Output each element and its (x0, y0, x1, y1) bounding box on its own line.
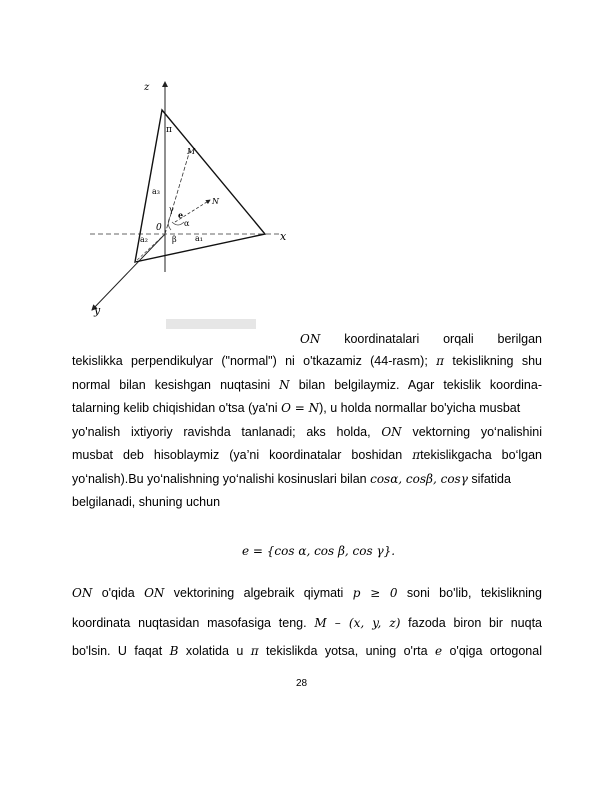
pi-label: π (166, 125, 172, 135)
figure-caption-bar (166, 319, 256, 329)
a1-label: a₁ (195, 234, 203, 243)
text-line-2: tekislikka perpendikulyar ("normal") ni o'tkazamiz (44-rasm); π tekislikning shu (72, 354, 542, 368)
a3-label: a₃ (152, 187, 160, 196)
n-label: N (212, 197, 219, 206)
text-line-4: talarning kelib chiqishidan o'tsa (ya'ni O = N), u holda normallar bo'yicha musbat (72, 401, 521, 415)
gamma-label: γ (169, 205, 174, 214)
a2-label: a₂ (140, 235, 148, 244)
math-on: ON (300, 332, 321, 346)
page-number: 28 (296, 678, 308, 689)
text-line-1: ON koordinatalari orqali berilgan (300, 332, 542, 346)
text-line-10: koordinata nuqtasidan masofasiga teng. M – (x, y, z) fazoda biron bir nuqta (72, 616, 542, 630)
beta-label: β (172, 235, 177, 244)
e-label: e (178, 210, 184, 220)
coordinate-plane-figure (80, 72, 295, 332)
x-axis-label: x (280, 230, 287, 243)
origin-label: 0 (156, 223, 162, 233)
m-label: M (187, 147, 196, 156)
alpha-label: α (184, 219, 190, 228)
text-line-3: normal bilan kesishgan nuqtasini N bilan belgilaymiz. Agar tekislik koordina- (72, 378, 542, 392)
text-line-6: musbat deb hisoblaymiz (ya’ni koordinatalar boshidan πtekislikgacha bo‘lgan (72, 448, 542, 462)
z-axis-label: z (144, 82, 150, 93)
direction-cosines-formula: e = {cos α, cos β, cos γ}. (242, 544, 396, 558)
y-axis (92, 234, 165, 310)
text-line-5: yo'nalish ixtiyoriy ravishda tanlanadi; aks holda, ON vektorning yo‘nalishini (72, 425, 542, 439)
text-line-11: bo'lsin. U faqat B xolatida u π tekislikda yotsa, uning o'rta e o'qiga ortogonal (72, 644, 542, 658)
text-line-8: belgilanadi, shuning uchun (72, 495, 221, 509)
text-line-9: ON o'qida ON vektorining algebraik qiymati p ≥ 0 soni bo'lib, tekislikning (72, 586, 542, 600)
y-axis-label: y (94, 304, 101, 317)
text-line-7: yo‘nalish).Bu yo‘nalishning yo‘nalishi kosinuslari bilan cosα, cosβ, cosγ sifatida (72, 472, 511, 486)
